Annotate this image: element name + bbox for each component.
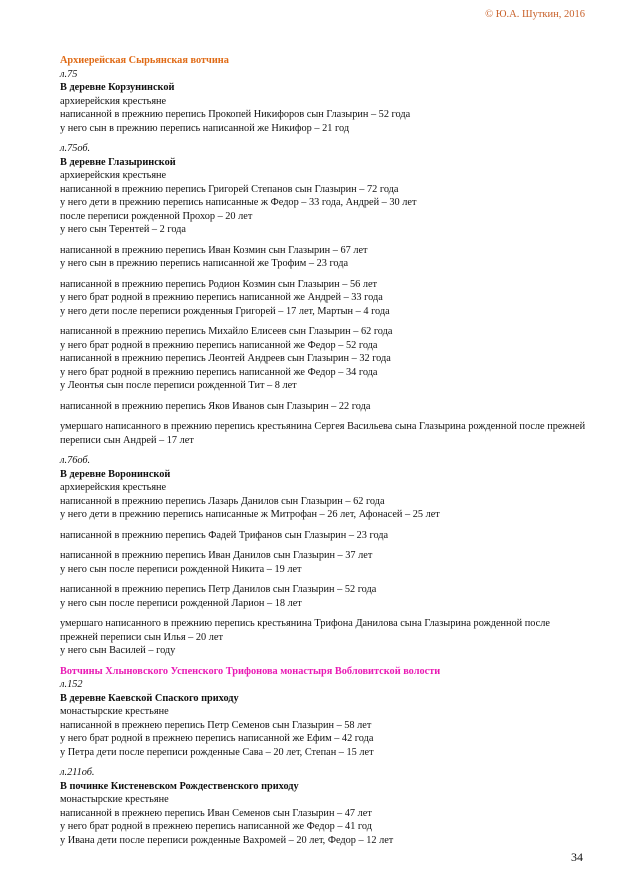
record-line: у него брат родной в прежнию перепись написанной же Андрей – 33 года	[60, 292, 383, 303]
record-line: у Петра дети после переписи рожденные Сава – 20 лет, Степан – 15 лет	[60, 746, 374, 758]
record-line: у него сын после переписи рожденной Ларион – 18 лет	[60, 597, 302, 609]
record-line: после переписи рожденной Прохор – 20 лет	[60, 210, 253, 222]
record-line: у него сын в прежнию перепись написанной же Никифор – 21 год	[60, 122, 350, 134]
record-line: у Леонтья сын после переписи рожденной Тит – 8 лет	[60, 380, 297, 391]
record-paragraph: умершаго написанного в прежнию перепись крестьянина Трифона Данилова сына Глазырина рожденной после прежней переписи сын Илья – 20 лет	[60, 618, 550, 643]
record-line: у него брат родной в прежнию перепись написанной же Федор – 34 года	[60, 366, 378, 378]
section-title-syryanskaya: Архиерейская Сырьянская вотчина	[60, 55, 229, 66]
record-line: написанной в прежнию перепись Иван Данилов сын Глазырин – 37 лет	[60, 550, 373, 561]
folio: л.76об.	[60, 455, 91, 466]
record-line: написанной в прежнию перепись Леонтей Андреев сын Глазырин – 32 года	[60, 353, 391, 364]
copyright: © Ю.А. Шуткин, 2016	[485, 9, 585, 20]
category: архиерейския крестьяне	[60, 95, 167, 107]
village-heading: В деревне Каевской Спаского приходу	[60, 692, 239, 704]
page-number: 34	[571, 850, 583, 864]
record-line: написанной в прежнию перепись Михайло Елисеев сын Глазырин – 62 года	[60, 326, 393, 337]
record-line: у него брат родной в прежнию перепись написанной же Федор – 52 года	[60, 339, 378, 351]
record-line: у него дети в прежнию перепись написанные ж Митрофан – 26 лет, Афонасей – 25 лет	[60, 509, 440, 520]
record-paragraph: умершаго написанного в прежнию перепись крестьянина Сергея Васильева сына Глазырина рожденной после прежней переписи сын Андрей – 17 лет	[60, 421, 586, 446]
record-line: написанной в прежнию перепись Григорей Степанов сын Глазырин – 72 года	[60, 183, 399, 195]
record-line: у Ивана дети после переписи рожденные Вахромей – 20 лет, Федор – 12 лет	[60, 834, 394, 846]
folio: л.152	[60, 679, 83, 690]
record-line: у него сын в прежнию перепись написанной же Трофим – 23 года	[60, 258, 349, 269]
record-line: у него сын Терентей – 2 года	[60, 224, 186, 235]
folio: л.211об.	[60, 767, 95, 778]
record-line: у него брат родной в прежнею перепись написанной же Ефим – 42 года	[60, 733, 374, 744]
category: монастырские крестьяне	[60, 794, 169, 805]
record-line: написанной в прежнею перепись Петр Семенов сын Глазырин – 58 лет	[60, 719, 372, 731]
record-line: написанной в прежнию перепись Родион Козмин сын Глазырин – 56 лет	[60, 278, 378, 290]
record-line: у него сын после переписи рожденной Никита – 19 лет	[60, 563, 302, 575]
category: монастырские крестьяне	[60, 706, 169, 717]
category: архиерейския крестьяне	[60, 170, 167, 181]
village-heading: В деревне Воронинской	[60, 468, 171, 480]
folio: л.75	[60, 68, 78, 80]
record-line: написанной в прежнию перепись Прокопей Никифоров сын Глазырин – 52 года	[60, 109, 411, 120]
record-line: написанной в прежнию перепись Яков Иванов сын Глазырин – 22 года	[60, 400, 371, 412]
folio: л.75об.	[60, 143, 91, 154]
record-line: написанной в прежнию перепись Фадей Трифанов сын Глазырин – 23 года	[60, 529, 389, 541]
record-line: у него брат родной в прежнею перепись написанной же Федор – 41 год	[60, 821, 372, 832]
record-line: написанной в прежнию перепись Петр Данилов сын Глазырин – 52 года	[60, 584, 377, 595]
record-line: у него дети после переписи рожденныя Григорей – 17 лет, Мартын – 4 года	[60, 305, 390, 317]
section-title-khlynovsky-monastery: Вотчины Хлыновского Успенского Трифонова монастыря Вобловитской волости	[60, 665, 441, 677]
record-line: у него сын Василей – году	[60, 645, 176, 656]
village-heading: В починке Кистеневском Рождественского приходу	[60, 780, 299, 792]
record-line: написанной в прежнею перепись Иван Семенов сын Глазырин – 47 лет	[60, 807, 372, 819]
record-line: написанной в прежнию перепись Лазарь Данилов сын Глазырин – 62 года	[60, 495, 385, 507]
village-heading: В деревне Корзунинской	[60, 82, 175, 93]
village-heading: В деревне Глазыринской	[60, 156, 176, 168]
category: архиерейския крестьяне	[60, 482, 167, 493]
record-line: написанной в прежнию перепись Иван Козмин сын Глазырин – 67 лет	[60, 244, 368, 256]
document-body	[60, 54, 590, 847]
record-line: у него дети в прежнию перепись написанные ж Федор – 33 года, Андрей – 30 лет	[60, 197, 417, 208]
